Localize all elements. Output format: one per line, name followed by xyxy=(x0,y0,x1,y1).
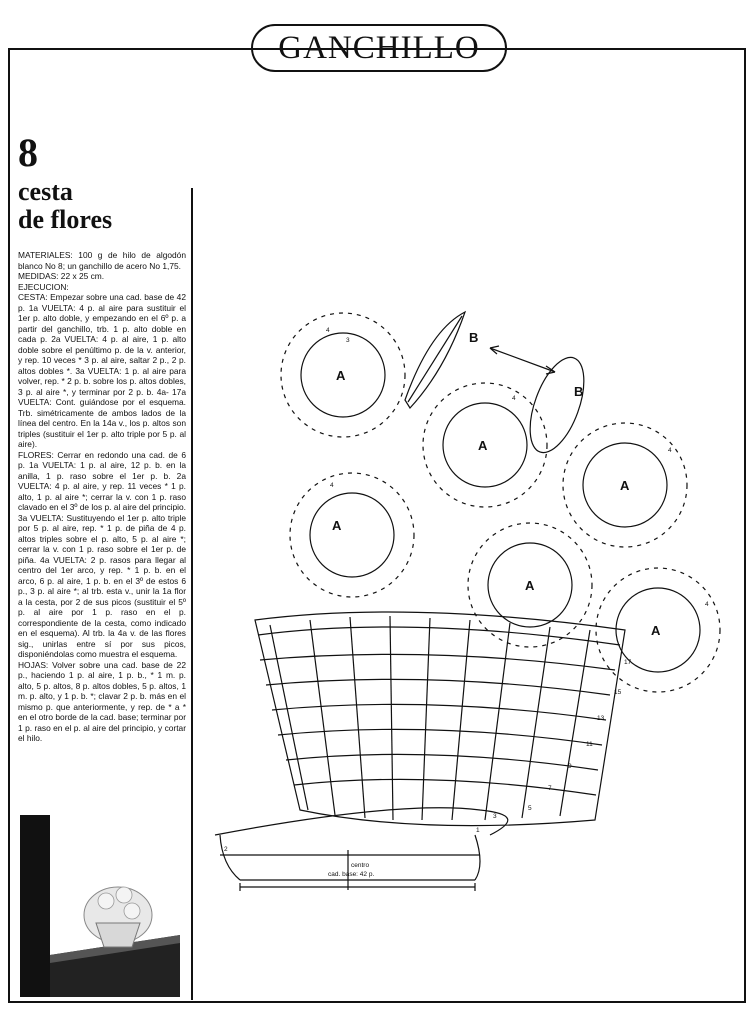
flower-label: A xyxy=(336,368,346,383)
flower-row-mark: 4 xyxy=(705,601,709,608)
row-number: 3 xyxy=(493,813,497,820)
flowers-paragraph: FLORES: Cerrar en redondo una cad. de 6 p. 1a VUELTA: 1 p. al aire, 12 p. b. en la anilla, 1 p. raso sobre el 1er p. b. 2a VUELTA: 4 p. al aire, y rep. 11 veces * 1 p. alto, 1 p. al aire *; cerrar la v. con 1 p. raso clavado en el 3º de los p. al aire del principio. 3a VUELTA: Sustituyendo el 1er p. alto triple por 5 p. al aire, rep. * 1 p. de piña de 4 p. altos triples sobre el p. alto, 5 p. al aire *; cerrar la v. con 1 p. raso sobre el 1er p. de piña. 4a VUELTA: 2 p. rasos para llegar al centro del 1er arco, y rep. * 1 p. b. en el arco, 6 p. al aire, 1 p. b. en el 3º de estos 6 p., 3 p. al aire *; al trb. esta v., unir la 1a flor a la cesta, por 2 de sus picos (sustituir el 5º p. al aire por 1 p. raso en el p. correspondiente de la cesta, como indicado en el esquema). Al trb. la 4a v. de las flores sig., unirlas entre sí por sus picos, disponiéndolas como muestra el esquema. xyxy=(18,449,186,659)
leaves-paragraph: HOJAS: Volver sobre una cad. base de 22 p., haciendo 1 p. al aire, 1 p. b., * 1 m. p. alto, 5 p. altos, 8 p. altos dobles, 5 p. altos, 1 m. p. alto, y 1 p. b. *; clavar 2 p. b. más en el mismo p. que anteriormente, y rep. de * a * en el otro borde de la cad. base; terminar por 1 p. raso en el p. al aire del principio, y cortar el hilo. xyxy=(18,659,186,743)
column-divider xyxy=(191,188,193,1000)
flower-label: A xyxy=(525,578,535,593)
measurements-paragraph: MEDIDAS: 22 x 25 cm. xyxy=(18,271,105,281)
row-number: 11 xyxy=(586,741,593,748)
flower-label: A xyxy=(478,438,488,453)
basket-paragraph: CESTA: Empezar sobre una cad. base de 42 p. 1a VUELTA: 4 p. al aire para sustituir el 1er p. alto doble, y empezando en el 6º p. a partir del ganchillo, trb. 1 p. alto doble en cada p. 2a VUELTA: 4 p. al aire, 1 p. alto doble sobre el penúltimo p. de la v. anterior, y rep. 10 veces * 3 p. al aire, saltar 2 p., 2 p. altos dobles *. 3a VUELTA: 1 p. al aire para volver, rep. * 2 p. b. sobre los p. altos dobles, 3 p. al aire *, y terminar por 2 p. b. 4a- 17a VUELTA: Cont. guiándose por el esquema. Trb. simétricamente de ambos lados de la línea del centro. En la 14a v., los p. altos son triples (sustituir el 1er p. alto triple por 5 p. al aire). xyxy=(18,292,186,449)
pattern-number: 8 xyxy=(18,130,38,175)
flower-row-mark: 4 xyxy=(512,395,516,402)
materials-paragraph: MATERIALES: 100 g de hilo de algodón blanco No 8; un ganchillo de acero No 1,75. xyxy=(18,250,186,271)
pattern-title xyxy=(18,178,112,234)
flower-row-mark: 4 xyxy=(326,327,330,334)
execution-heading: EJECUCION: xyxy=(18,281,69,292)
row-number: 5 xyxy=(528,805,532,812)
flower-label: A xyxy=(651,623,661,638)
flower-label: A xyxy=(620,478,630,493)
row-number: 15 xyxy=(614,689,622,696)
pattern-title-line1: cesta xyxy=(18,177,73,206)
row-number: 9 xyxy=(568,763,572,770)
row-number: 17 xyxy=(624,659,632,666)
base-label: cad. base: 42 p. xyxy=(328,871,375,878)
flower-row-mark: 4 xyxy=(668,447,672,454)
section-title: GANCHILLO xyxy=(278,29,480,66)
row-number: 2 xyxy=(224,846,228,853)
row-number: 7 xyxy=(548,785,552,792)
flower-label: A xyxy=(332,518,342,533)
row-number: 13 xyxy=(597,715,605,722)
leaf-label: B xyxy=(469,330,479,345)
center-label: centro xyxy=(351,862,370,869)
finished-piece-photo xyxy=(20,815,180,997)
leaf-label: B xyxy=(574,384,584,399)
flower-row-mark: 3 xyxy=(346,337,350,344)
flower-row-mark: 4 xyxy=(330,482,334,489)
instructions-text xyxy=(18,250,186,744)
crochet-chart xyxy=(200,290,730,910)
pattern-title-line2: de flores xyxy=(18,205,113,234)
row-number: 1 xyxy=(476,827,480,834)
